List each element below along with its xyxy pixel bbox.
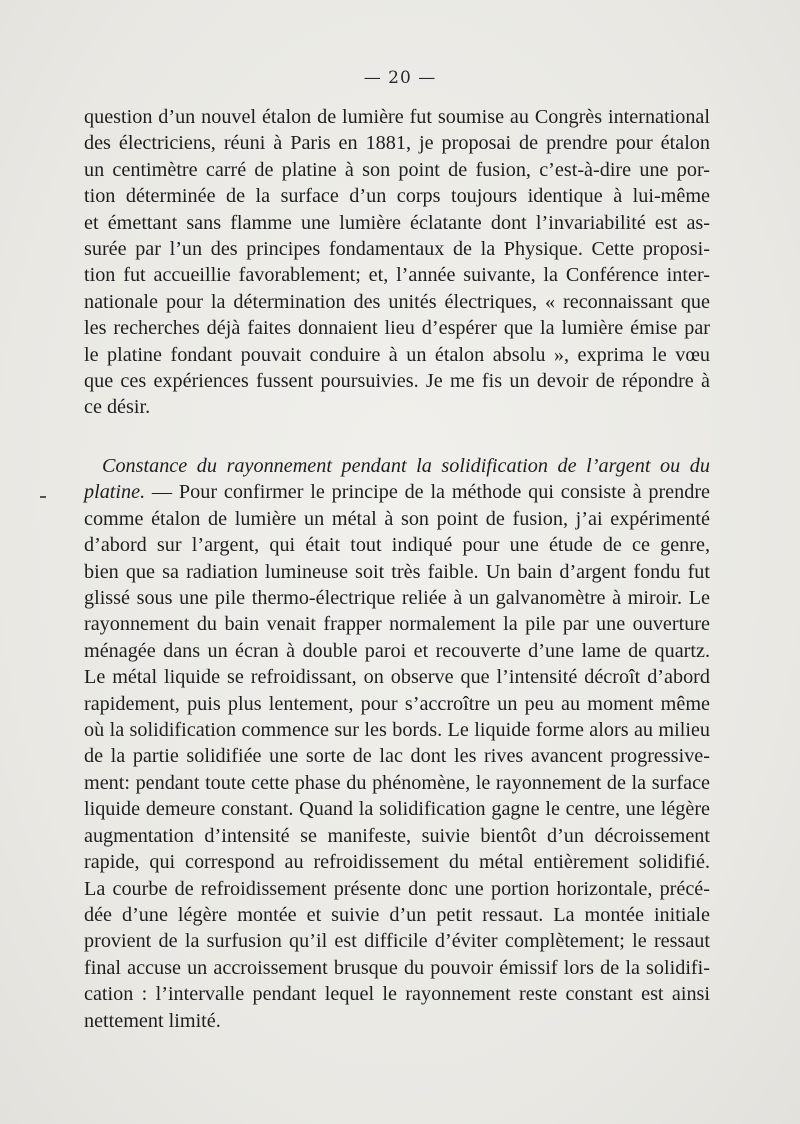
text-line: ménagée dans un écran à double paroi et recouverte d’une lame de quartz. bbox=[84, 639, 710, 662]
text-line: liquide demeure constant. Quand la solidification gagne le centre, une légère bbox=[84, 798, 710, 821]
text-line: augmentation d’intensité se manifeste, suivie bientôt d’un décroissement bbox=[84, 824, 710, 847]
text-line: nationale pour la détermination des unités électriques, « reconnaissant que bbox=[84, 290, 710, 313]
text-line: et émettant sans flamme une lumière éclatante dont l’invariabilité est as- bbox=[84, 211, 710, 234]
text-line: d’abord sur l’argent, qui était tout indiqué pour une étude de ce genre, bbox=[84, 534, 710, 557]
text-line-rest: — Pour confirmer le principe de la méthode qui consiste à prendre bbox=[145, 481, 710, 504]
text-line: que ces expériences fussent poursuivies. Je me fis un devoir de répondre à bbox=[84, 370, 710, 393]
text-line: rapidement, puis plus lentement, pour s’accroître un peu au moment même bbox=[84, 692, 710, 715]
text-line: tion déterminée de la surface d’un corps toujours identique à lui-même bbox=[84, 185, 710, 208]
text-line bbox=[84, 479, 710, 505]
text-line: un centimètre carré de platine à son point de fusion, c’est-à-dire une por- bbox=[84, 158, 710, 181]
text-line: de la partie solidifiée une sorte de lac dont les rives avancent progressive- bbox=[84, 745, 710, 768]
text-line: ce désir. bbox=[84, 396, 151, 419]
text-line: ment: pendant toute cette phase du phénomène, le rayonnement de la surface bbox=[84, 771, 710, 794]
text-line: des électriciens, réuni à Paris en 1881, je proposai de prendre pour étalon bbox=[84, 132, 710, 155]
text-line: où la solidification commence sur les bords. Le liquide forme alors au milieu bbox=[84, 719, 710, 742]
section-heading-end: platine. bbox=[84, 481, 146, 504]
text-line: rapide, qui correspond au refroidissement du métal entièrement solidifié. bbox=[84, 851, 710, 874]
section-heading bbox=[84, 453, 710, 479]
text-line: glissé sous une pile thermo-électrique reliée à un galvanomètre à miroir. Le bbox=[84, 587, 710, 610]
text-line: cation : l’intervalle pendant lequel le rayonnement reste constant est ainsi bbox=[84, 983, 710, 1006]
text-line: tion fut accueillie favorablement; et, l’année suivante, la Conférence inter- bbox=[84, 264, 710, 287]
paragraph-constance bbox=[84, 453, 710, 1034]
text-line: provient de la surfusion qu’il est difficile d’éviter complètement; le ressaut bbox=[84, 930, 710, 953]
text-line: final accuse un accroissement brusque du pouvoir émissif lors de la solidifi- bbox=[84, 956, 710, 979]
text-line: Le métal liquide se refroidissant, on observe que l’intensité décroît d’abord bbox=[84, 666, 710, 689]
text-line: comme étalon de lumière un métal à son point de fusion, j’ai expérimenté bbox=[84, 507, 710, 530]
text-line: dée d’une légère montée et suivie d’un petit ressaut. La montée initiale bbox=[84, 903, 710, 926]
text-line: rayonnement du bain venait frapper normalement la pile par une ouverture bbox=[84, 613, 710, 636]
text-line: question d’un nouvel étalon de lumière fut soumise au Congrès international bbox=[84, 106, 710, 128]
text-line: les recherches déjà faites donnaient lieu d’espérer que la lumière émise par bbox=[84, 317, 710, 340]
text-line: le platine fondant pouvait conduire à un étalon absolu », exprima le vœu bbox=[84, 343, 710, 366]
section-heading-text: Constance du rayonnement pendant la solidification de l’argent ou du bbox=[102, 455, 710, 477]
margin-mark bbox=[40, 496, 46, 498]
text-line: nettement limité. bbox=[84, 1009, 221, 1032]
page-number: — 20 — bbox=[363, 68, 437, 88]
text-line: La courbe de refroidissement présente donc une portion horizontale, précé- bbox=[84, 877, 710, 900]
paragraph-continuation bbox=[84, 104, 710, 421]
text-line: bien que sa radiation lumineuse soit très faible. Un bain d’argent fondu fut bbox=[84, 560, 710, 583]
text-line: surée par l’un des principes fondamentaux de la Physique. Cette proposi- bbox=[84, 238, 710, 261]
